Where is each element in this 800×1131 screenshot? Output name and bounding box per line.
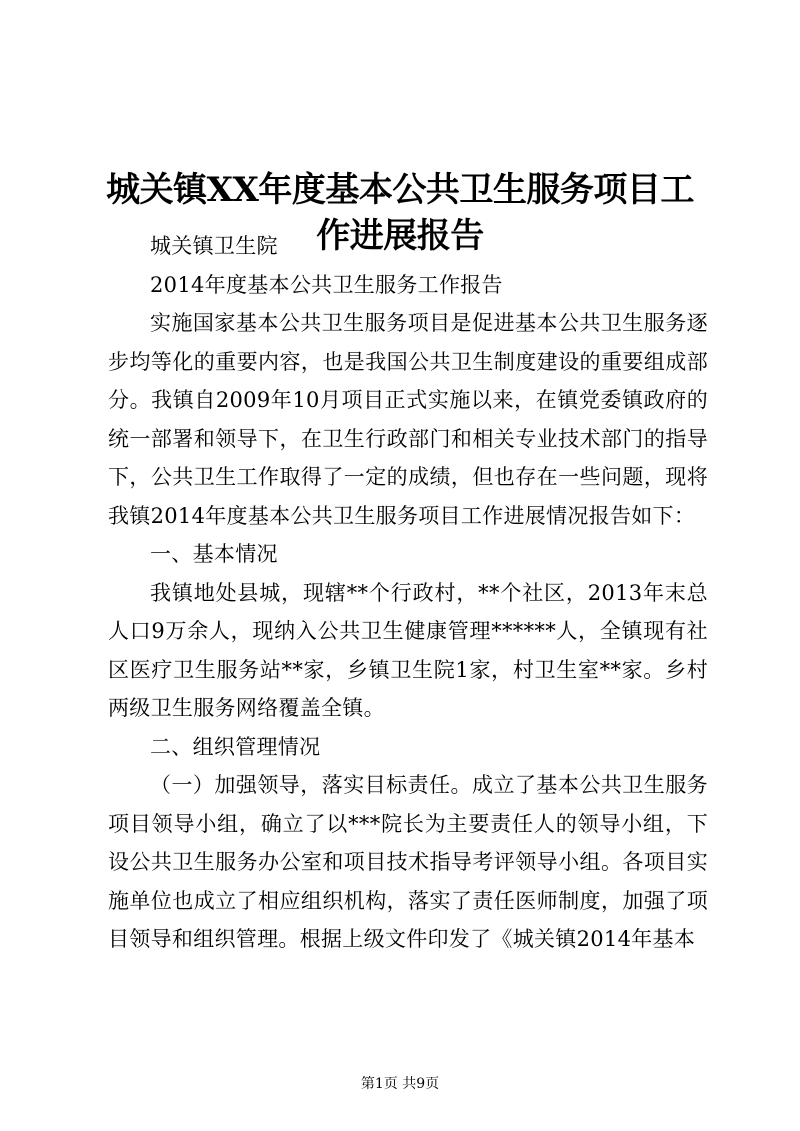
basic-situation-paragraph: 我镇地处县城，现辖**个行政村，**个社区，2013年末总人口9万余人，现纳入公共卫生健康管理******人，全镇现有社区医疗卫生服务站**家，乡镇卫生院1家，村卫生室**家。乡村两级卫生服务网络覆盖全镇。	[108, 580, 708, 720]
page-footer: 第1页 共9页	[360, 1076, 440, 1092]
document-body	[108, 227, 708, 959]
report-subtitle: 2014年度基本公共卫生服务工作报告	[150, 272, 503, 297]
author-line: 城关镇卫生院	[150, 234, 278, 258]
section-heading-organization: 二、组织管理情况	[150, 734, 321, 759]
section-heading-basic-situation: 一、基本情况	[150, 542, 278, 566]
intro-paragraph: 实施国家基本公共卫生服务项目是促进基本公共卫生服务逐步均等化的重要内容，也是我国公共卫生制度建设的重要组成部分。我镇自2009年10月项目正式实施以来，在镇党委镇政府的统一部署和领导下，在卫生行政部门和相关专业技术部门的指导下，公共卫生工作取得了一定的成绩，但也存在一些问题，现将我镇2014年度基本公共卫生服务项目工作进展情况报告如下：	[108, 311, 708, 528]
document-title: 城关镇XX年度基本公共卫生服务项目工作进展报告	[106, 169, 694, 256]
organization-paragraph: （一）加强领导，落实目标责任。成立了基本公共卫生服务项目领导小组，确立了以***院长为主要责任人的领导小组，下设公共卫生服务办公室和项目技术指导考评领导小组。各项目实施单位也成立了相应组织机构，落实了责任医师制度，加强了项目领导和组织管理。根据上级文件印发了《城关镇2014年基本	[108, 773, 708, 951]
